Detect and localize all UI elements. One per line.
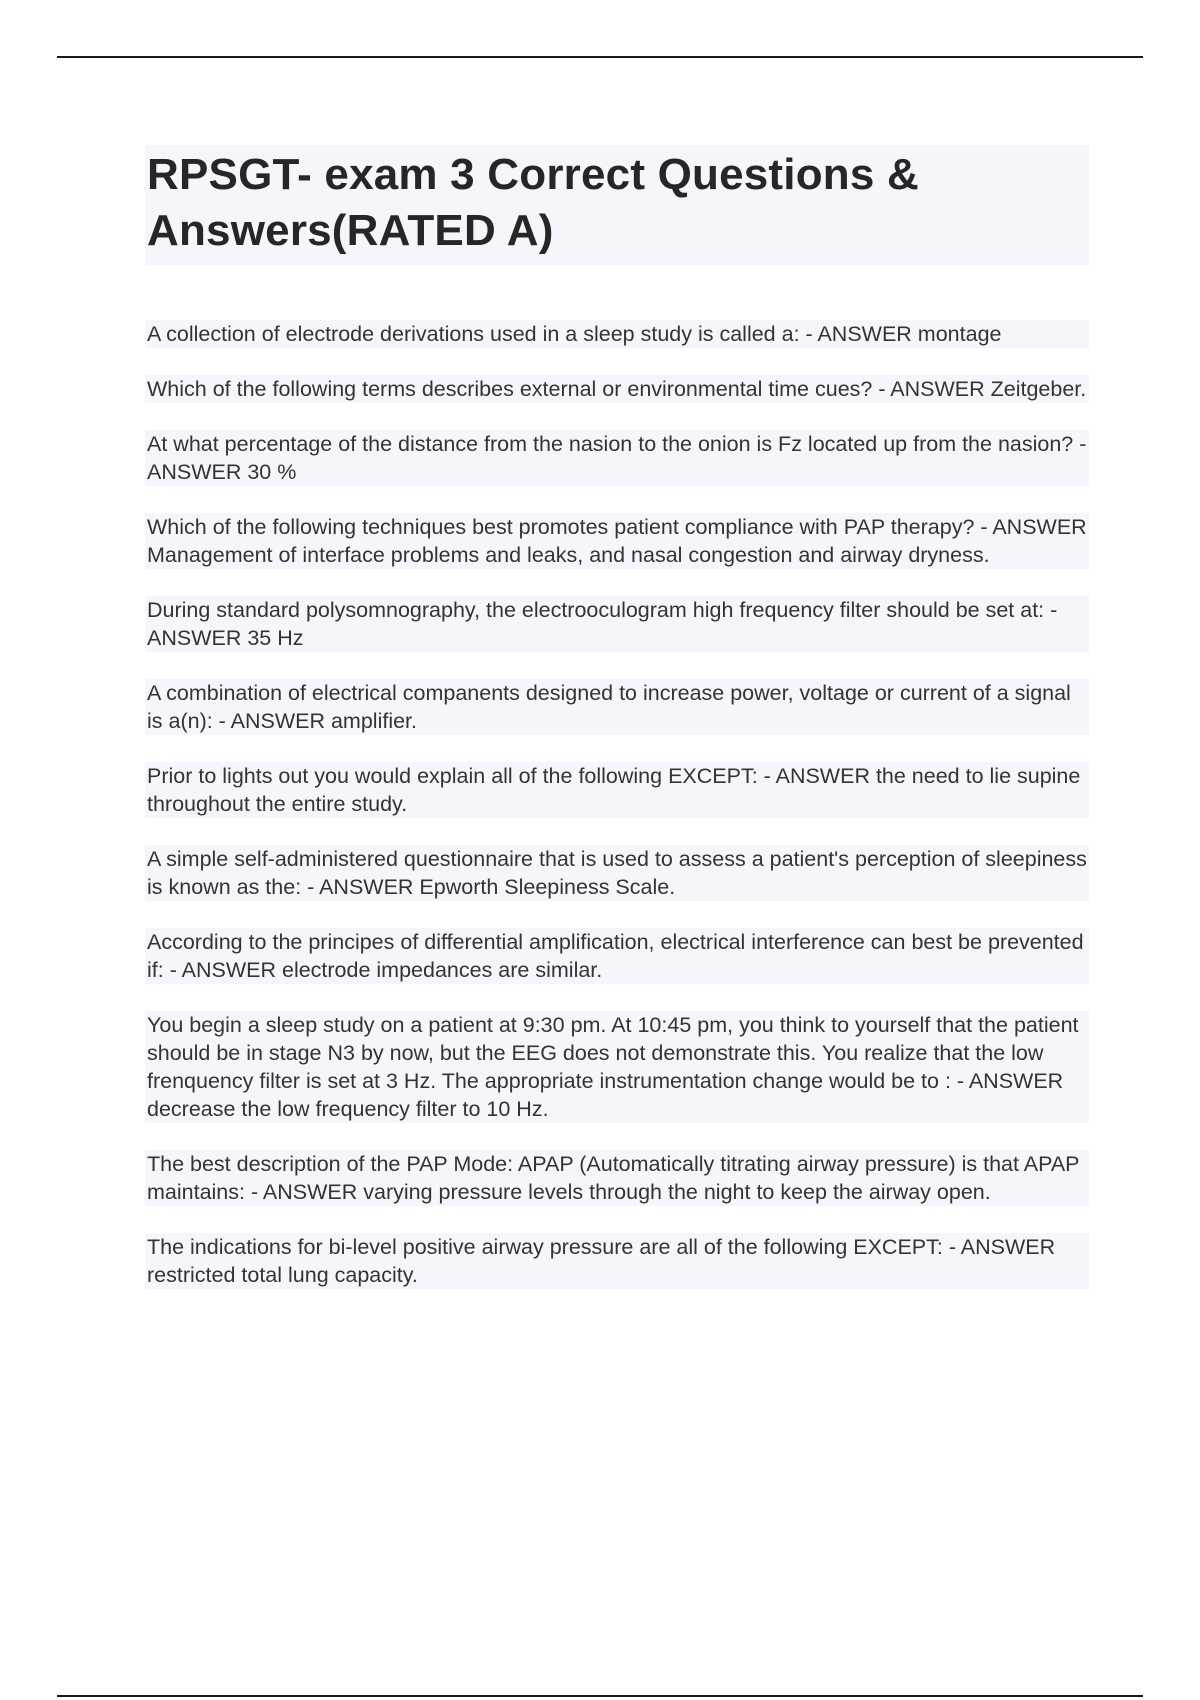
qa-item: According to the principes of differential amplification, electrical interference can best be prevented if: - ANSWER electrode impedances are similar. xyxy=(145,928,1089,984)
qa-item: The indications for bi-level positive airway pressure are all of the following EXCEPT: - ANSWER restricted total lung capacity. xyxy=(145,1233,1089,1289)
qa-list xyxy=(145,320,1089,1289)
qa-item: Which of the following terms describes external or environmental time cues? - ANSWER Zeitgeber. xyxy=(145,375,1089,403)
qa-item: A combination of electrical companents designed to increase power, voltage or current of a signal is a(n): - ANSWER amplifier. xyxy=(145,679,1089,735)
document-body xyxy=(145,145,1089,1316)
qa-item: A simple self-administered questionnaire that is used to assess a patient's perception of sleepiness is known as the: - ANSWER Epworth Sleepiness Scale. xyxy=(145,845,1089,901)
title-block xyxy=(145,145,1089,265)
footer-divider xyxy=(57,1695,1143,1697)
qa-item: Which of the following techniques best promotes patient compliance with PAP therapy? - ANSWER Management of interface problems and leaks, and nasal congestion and airway dryness. xyxy=(145,513,1089,569)
qa-item: You begin a sleep study on a patient at 9:30 pm. At 10:45 pm, you think to yourself that the patient should be in stage N3 by now, but the EEG does not demonstrate this. You realize that the low frenquency filter is set at 3 Hz. The appropriate instrumentation change would be to : - ANSWER decrease the low frequency filter to 10 Hz. xyxy=(145,1011,1089,1123)
qa-item: During standard polysomnography, the electrooculogram high frequency filter should be set at: - ANSWER 35 Hz xyxy=(145,596,1089,652)
qa-item: At what percentage of the distance from the nasion to the onion is Fz located up from the nasion? - ANSWER 30 % xyxy=(145,430,1089,486)
qa-item: Prior to lights out you would explain all of the following EXCEPT: - ANSWER the need to lie supine throughout the entire study. xyxy=(145,762,1089,818)
qa-item: The best description of the PAP Mode: APAP (Automatically titrating airway pressure) is that APAP maintains: - ANSWER varying pressure levels through the night to keep the airway open. xyxy=(145,1150,1089,1206)
document-title: RPSGT- exam 3 Correct Questions & Answers(RATED A) xyxy=(147,150,919,255)
header-divider xyxy=(57,56,1143,58)
qa-item: A collection of electrode derivations used in a sleep study is called a: - ANSWER montage xyxy=(145,320,1089,348)
